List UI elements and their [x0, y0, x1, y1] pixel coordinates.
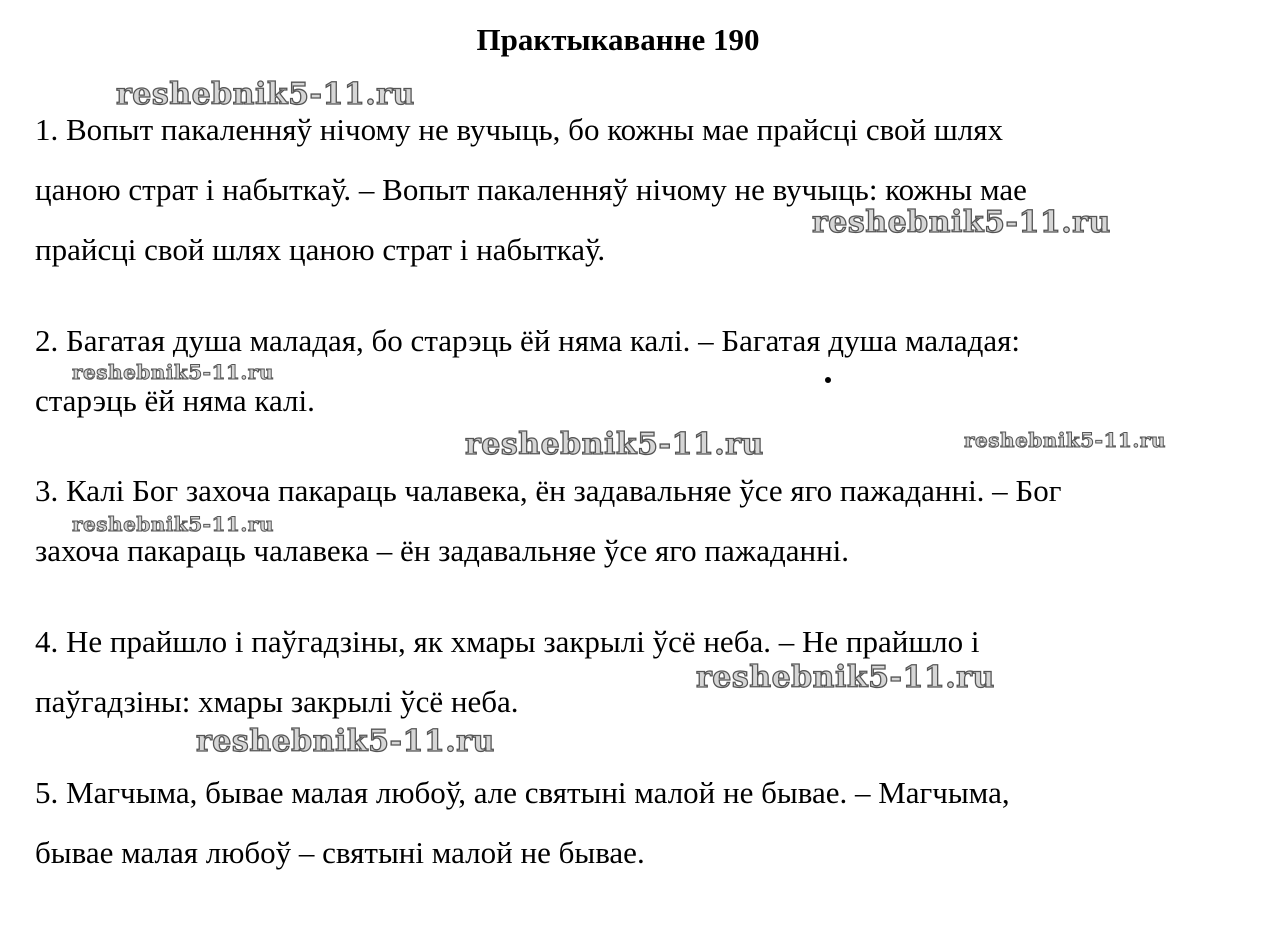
item-2-line-2: старэць ёй няма калі. [35, 383, 315, 418]
item-5-line-2: бывае малая любоў – святыні малой не бывае. [35, 835, 645, 870]
item-3-line-1: 3. Калі Бог захоча пакараць чалавека, ён задавальняе ўсе яго пажаданні. – Бог [35, 473, 1062, 508]
item-5-line-1: 5. Магчыма, бывае малая любоў, але святыні малой не бывае. – Магчыма, [35, 775, 1010, 810]
watermark: reshebnik5-11.ru [196, 724, 495, 759]
watermark: reshebnik5-11.ru [72, 512, 274, 536]
item-2-line-1: 2. Багатая душа маладая, бо старэць ёй няма калі. – Багатая душа маладая: [35, 323, 1021, 358]
item-1-line-2: цаною страт і набыткаў. – Вопыт пакаленняў нічому не вучыць: кожны мае [35, 172, 1027, 207]
item-1-line-1: 1. Вопыт пакаленняў нічому не вучыць, бо кожны мае прайсці свой шлях [35, 112, 1003, 147]
item-4-line-2: паўгадзіны: хмары закрылі ўсё неба. [35, 684, 519, 719]
item-4-line-1: 4. Не прайшло і паўгадзіны, як хмары закрылі ўсё неба. – Не прайшло і [35, 624, 980, 659]
page-title: Практыкаванне 190 [476, 22, 760, 57]
watermark: reshebnik5-11.ru [964, 428, 1166, 452]
watermark: reshebnik5-11.ru [116, 77, 415, 112]
item-3-line-2: захоча пакараць чалавека – ён задавальняе ўсе яго пажаданні. [35, 533, 850, 568]
watermark: reshebnik5-11.ru [812, 205, 1111, 240]
watermark: reshebnik5-11.ru [696, 660, 995, 695]
stray-dot [825, 377, 831, 383]
watermark: reshebnik5-11.ru [72, 360, 274, 384]
watermark: reshebnik5-11.ru [465, 427, 764, 462]
item-1-line-3: прайсці свой шлях цаною страт і набыткаў. [35, 232, 606, 267]
